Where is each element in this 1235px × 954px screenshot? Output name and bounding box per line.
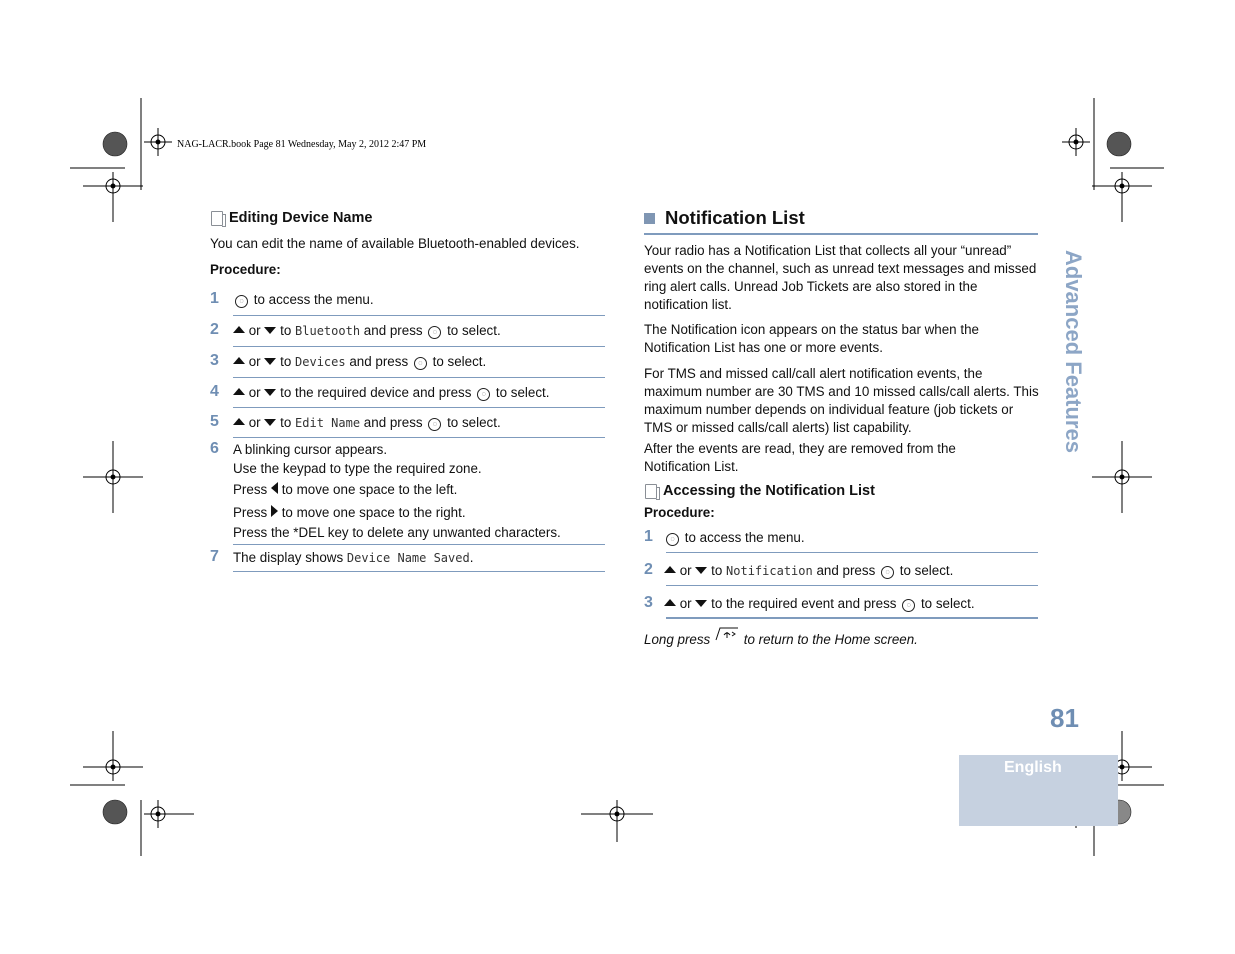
up-arrow-icon — [664, 566, 676, 573]
step-number: 3 — [644, 594, 653, 611]
section-square-icon — [644, 213, 655, 224]
divider — [233, 571, 605, 572]
chapter-side-tab: Advanced Features — [1061, 250, 1086, 453]
menu-ok-icon: ◌ — [666, 533, 679, 546]
paragraph-2: The Notification icon appears on the status bar when the Notification List has one or more events. — [644, 322, 979, 355]
section-heading-rule — [644, 233, 1038, 235]
subheading-accessing-notification-list — [645, 483, 875, 499]
step-3: or to Devices and press ◌ to select. — [233, 353, 486, 371]
menu-ok-icon: ◌ — [235, 295, 248, 308]
step-6-line-4: Press to move one space to the right. — [233, 505, 466, 520]
intro-text: You can edit the name of available Bluetooth-enabled devices. — [210, 236, 580, 251]
step-7: The display shows Device Name Saved. — [233, 550, 474, 565]
step-number: 2 — [644, 561, 653, 578]
divider — [233, 437, 605, 438]
page-number: 81 — [1050, 703, 1079, 733]
section-heading — [644, 207, 805, 229]
step-number: 5 — [210, 413, 219, 430]
down-arrow-icon — [695, 600, 707, 607]
right-arrow-icon — [271, 505, 278, 517]
up-arrow-icon — [664, 599, 676, 606]
step-number: 1 — [210, 290, 219, 307]
subheading-text: Accessing the Notification List — [663, 483, 875, 499]
step-number: 1 — [644, 528, 653, 545]
menu-ok-icon: ◌ — [902, 599, 915, 612]
divider — [233, 315, 605, 316]
menu-ok-icon: ◌ — [414, 357, 427, 370]
step-3: or to the required event and press ◌ to select. — [664, 595, 975, 613]
paragraph-4: After the events are read, they are removed from the Notification List. — [644, 441, 956, 474]
down-arrow-icon — [695, 567, 707, 574]
subheading-editing-device-name — [211, 210, 372, 226]
subsection-icon — [645, 484, 657, 499]
subheading-text: Editing Device Name — [229, 210, 373, 226]
paragraph-1: Your radio has a Notification List that collects all your “unread” events on the channel, such as unread text messages and missed ring alert calls. Unread Job Tickets are also stored in the notification list. — [644, 243, 1037, 312]
up-arrow-icon — [233, 326, 245, 333]
divider — [233, 346, 605, 347]
paragraph-3: For TMS and missed call/call alert notification events, the maximum number are 30 TMS and 10 missed calls/call alerts. This maximum number depends on individual feature (job tickets or TMS or missed calls/call alerts) list capability. — [644, 366, 1039, 435]
step-5: or to Edit Name and press ◌ to select. — [233, 414, 501, 432]
divider — [666, 585, 1038, 586]
step-2: or to Notification and press ◌ to select. — [664, 562, 953, 580]
menu-ok-icon: ◌ — [881, 566, 894, 579]
step-6-line-1: A blinking cursor appears. — [233, 442, 388, 457]
step-number: 7 — [210, 548, 219, 565]
step-number: 4 — [210, 383, 219, 400]
menu-ok-icon: ◌ — [428, 418, 441, 431]
procedure-label: Procedure: — [644, 505, 715, 520]
step-1: ◌ to access the menu. — [233, 291, 374, 309]
up-arrow-icon — [233, 357, 245, 364]
language-tab — [959, 755, 1118, 826]
step-number: 2 — [210, 321, 219, 338]
divider — [233, 544, 605, 545]
file-info-header: NAG-LACR.book Page 81 Wednesday, May 2, 2012 2:47 PM — [177, 139, 427, 150]
language-label: English — [1004, 759, 1062, 776]
menu-ok-icon: ◌ — [477, 388, 490, 401]
step-number: 6 — [210, 440, 219, 457]
up-arrow-icon — [233, 418, 245, 425]
divider — [233, 377, 605, 378]
up-arrow-icon — [233, 388, 245, 395]
step-6-line-5: Press the *DEL key to delete any unwanted characters. — [233, 525, 561, 540]
menu-ok-icon: ◌ — [428, 326, 441, 339]
section-heading-text: Notification List — [665, 207, 805, 228]
down-arrow-icon — [264, 358, 276, 365]
procedure-label: Procedure: — [210, 262, 281, 277]
end-call-key-icon — [714, 626, 740, 642]
subsection-icon — [211, 211, 223, 226]
step-2: or to Bluetooth and press ◌ to select. — [233, 322, 501, 340]
step-4: or to the required device and press ◌ to select. — [233, 384, 550, 402]
divider — [233, 407, 605, 408]
step-6-line-2: Use the keypad to type the required zone. — [233, 461, 482, 476]
down-arrow-icon — [264, 389, 276, 396]
left-arrow-icon — [271, 482, 278, 494]
down-arrow-icon — [264, 419, 276, 426]
step-number: 3 — [210, 352, 219, 369]
note-long-press: Long press to return to the Home screen. — [644, 626, 918, 649]
step-6-line-3: Press to move one space to the left. — [233, 482, 458, 497]
step-1: ◌ to access the menu. — [664, 529, 805, 547]
divider — [666, 617, 1038, 619]
down-arrow-icon — [264, 327, 276, 334]
divider — [666, 552, 1038, 553]
